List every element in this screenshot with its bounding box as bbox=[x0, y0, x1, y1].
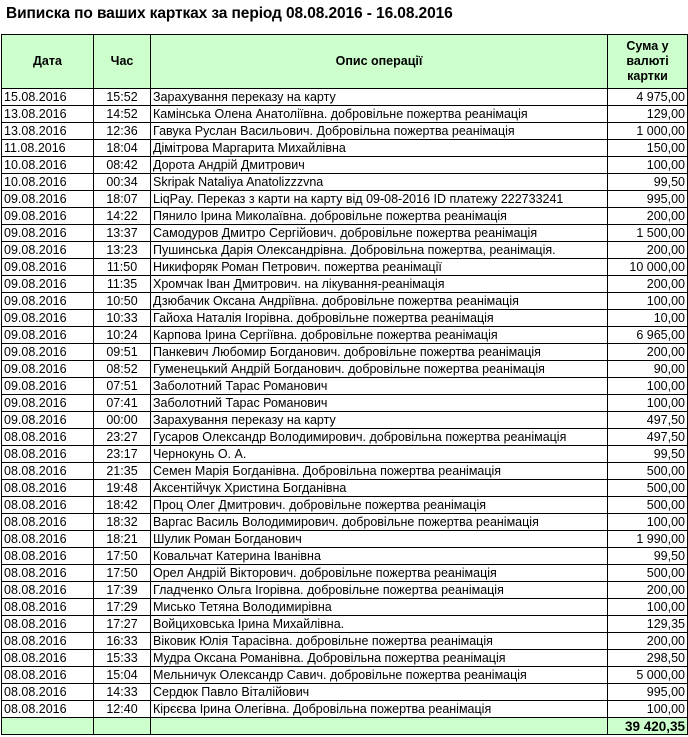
cell-amount: 1 000,00 bbox=[608, 123, 688, 140]
table-row bbox=[2, 429, 688, 446]
cell-amount: 500,00 bbox=[608, 497, 688, 514]
cell-time: 17:50 bbox=[94, 565, 151, 582]
cell-description: LiqPay. Переказ з карти на карту від 09-08-2016 ID платежу 222733241 bbox=[151, 191, 608, 208]
cell-amount: 995,00 bbox=[608, 684, 688, 701]
table-row bbox=[2, 310, 688, 327]
table-row bbox=[2, 548, 688, 565]
cell-time: 10:24 bbox=[94, 327, 151, 344]
cell-time: 17:50 bbox=[94, 548, 151, 565]
cell-time: 10:33 bbox=[94, 310, 151, 327]
cell-amount: 497,50 bbox=[608, 412, 688, 429]
cell-time: 23:17 bbox=[94, 446, 151, 463]
cell-amount: 100,00 bbox=[608, 514, 688, 531]
cell-amount: 497,50 bbox=[608, 429, 688, 446]
cell-date: 08.08.2016 bbox=[2, 684, 94, 701]
table-row bbox=[2, 225, 688, 242]
cell-time: 14:33 bbox=[94, 684, 151, 701]
cell-description: Семен Марія Богданівна. Добровільна пожертва реанімація bbox=[151, 463, 608, 480]
table-row bbox=[2, 565, 688, 582]
table-row bbox=[2, 395, 688, 412]
cell-amount: 1 990,00 bbox=[608, 531, 688, 548]
cell-description: Аксентійчук Христина Богданівна bbox=[151, 480, 608, 497]
table-row bbox=[2, 378, 688, 395]
cell-date: 08.08.2016 bbox=[2, 667, 94, 684]
cell-description: Заболотний Тарас Романович bbox=[151, 395, 608, 412]
cell-date: 09.08.2016 bbox=[2, 344, 94, 361]
cell-date: 08.08.2016 bbox=[2, 497, 94, 514]
cell-description: Мисько Тетяна Володимирівна bbox=[151, 599, 608, 616]
cell-description: Пянило Ірина Миколаївна. добровільне пожертва реанімація bbox=[151, 208, 608, 225]
table-row bbox=[2, 616, 688, 633]
cell-description: Варгас Василь Володимирович. добровільне пожертва реанімація bbox=[151, 514, 608, 531]
cell-amount: 150,00 bbox=[608, 140, 688, 157]
cell-date: 09.08.2016 bbox=[2, 378, 94, 395]
table-row bbox=[2, 174, 688, 191]
cell-time: 10:50 bbox=[94, 293, 151, 310]
cell-amount: 100,00 bbox=[608, 378, 688, 395]
cell-date: 08.08.2016 bbox=[2, 480, 94, 497]
cell-description: Дімітрова Маргарита Михайлівна bbox=[151, 140, 608, 157]
cell-description: Орел Андрій Вікторович. добровільне пожертва реанімація bbox=[151, 565, 608, 582]
cell-description: Мельничук Олександр Савич. добровільне пожертва реанімація bbox=[151, 667, 608, 684]
cell-description: Карпова Ірина Сергіївна. добровільне пожертва реанімація bbox=[151, 327, 608, 344]
cell-amount: 10,00 bbox=[608, 310, 688, 327]
cell-amount: 129,00 bbox=[608, 106, 688, 123]
cell-amount: 100,00 bbox=[608, 599, 688, 616]
table-row bbox=[2, 599, 688, 616]
cell-description: Гавука Руслан Васильович. Добровільна пожертва реанімація bbox=[151, 123, 608, 140]
cell-description: Заболотний Тарас Романович bbox=[151, 378, 608, 395]
table-row bbox=[2, 293, 688, 310]
cell-amount: 4 975,00 bbox=[608, 89, 688, 106]
cell-date: 08.08.2016 bbox=[2, 616, 94, 633]
cell-date: 13.08.2016 bbox=[2, 106, 94, 123]
cell-amount: 100,00 bbox=[608, 157, 688, 174]
cell-description: Никифоряк Роман Петрович. пожертва реанімації bbox=[151, 259, 608, 276]
cell-time: 08:52 bbox=[94, 361, 151, 378]
cell-description: Віковик Юлія Тарасівна. добровільне пожертва реанімація bbox=[151, 633, 608, 650]
cell-amount: 995,00 bbox=[608, 191, 688, 208]
total-empty-cell bbox=[94, 718, 151, 735]
table-row bbox=[2, 667, 688, 684]
cell-date: 10.08.2016 bbox=[2, 174, 94, 191]
cell-amount: 200,00 bbox=[608, 344, 688, 361]
cell-time: 21:35 bbox=[94, 463, 151, 480]
statement-title: Виписка по ваших картках за період 08.08.2016 - 16.08.2016 bbox=[6, 5, 453, 22]
cell-date: 09.08.2016 bbox=[2, 259, 94, 276]
cell-date: 09.08.2016 bbox=[2, 310, 94, 327]
cell-amount: 99,50 bbox=[608, 174, 688, 191]
table-row bbox=[2, 89, 688, 106]
cell-amount: 100,00 bbox=[608, 293, 688, 310]
cell-time: 15:52 bbox=[94, 89, 151, 106]
column-header-amount: Сума у валюті картки bbox=[608, 35, 688, 89]
cell-description: Проц Олег Дмитрович. добровільне пожертва реанімація bbox=[151, 497, 608, 514]
cell-amount: 500,00 bbox=[608, 463, 688, 480]
table-row bbox=[2, 701, 688, 718]
cell-description: Камінська Олена Анатоліївна. добровільне пожертва реанімація bbox=[151, 106, 608, 123]
table-row bbox=[2, 497, 688, 514]
cell-time: 18:32 bbox=[94, 514, 151, 531]
column-header-time: Час bbox=[94, 35, 151, 89]
cell-time: 23:27 bbox=[94, 429, 151, 446]
cell-description: Skripak Nataliya Anatolizzzvna bbox=[151, 174, 608, 191]
cell-date: 08.08.2016 bbox=[2, 463, 94, 480]
cell-amount: 200,00 bbox=[608, 633, 688, 650]
table-row bbox=[2, 276, 688, 293]
cell-description: Самодуров Дмитро Сергійович. добровільне пожертва реанімація bbox=[151, 225, 608, 242]
total-empty-cell bbox=[151, 718, 608, 735]
table-row bbox=[2, 480, 688, 497]
table-row bbox=[2, 191, 688, 208]
table-row bbox=[2, 361, 688, 378]
cell-description: Войциховська Ірина Михайлівна. bbox=[151, 616, 608, 633]
column-header-date: Дата bbox=[2, 35, 94, 89]
table-row bbox=[2, 514, 688, 531]
cell-time: 14:22 bbox=[94, 208, 151, 225]
cell-date: 09.08.2016 bbox=[2, 293, 94, 310]
table-row bbox=[2, 123, 688, 140]
cell-time: 16:33 bbox=[94, 633, 151, 650]
cell-description: Дзюбачик Оксана Андріївна. добровільне пожертва реанімація bbox=[151, 293, 608, 310]
cell-date: 08.08.2016 bbox=[2, 565, 94, 582]
cell-amount: 99,50 bbox=[608, 446, 688, 463]
table-row bbox=[2, 327, 688, 344]
total-amount: 39 420,35 bbox=[608, 718, 688, 735]
cell-time: 11:50 bbox=[94, 259, 151, 276]
cell-amount: 99,50 bbox=[608, 548, 688, 565]
table-row bbox=[2, 684, 688, 701]
cell-time: 12:36 bbox=[94, 123, 151, 140]
cell-amount: 200,00 bbox=[608, 208, 688, 225]
cell-date: 09.08.2016 bbox=[2, 191, 94, 208]
table-row bbox=[2, 140, 688, 157]
cell-description: Чернокунь О. А. bbox=[151, 446, 608, 463]
cell-description: Хромчак Іван Дмитрович. на лікування-реанімація bbox=[151, 276, 608, 293]
cell-date: 08.08.2016 bbox=[2, 701, 94, 718]
table-row bbox=[2, 344, 688, 361]
cell-time: 17:29 bbox=[94, 599, 151, 616]
header-row bbox=[2, 35, 688, 89]
cell-date: 08.08.2016 bbox=[2, 633, 94, 650]
total-row bbox=[2, 718, 688, 735]
table-row bbox=[2, 208, 688, 225]
cell-time: 07:51 bbox=[94, 378, 151, 395]
cell-date: 09.08.2016 bbox=[2, 327, 94, 344]
total-empty-cell bbox=[2, 718, 94, 735]
cell-description: Зарахування переказу на карту bbox=[151, 412, 608, 429]
cell-date: 10.08.2016 bbox=[2, 157, 94, 174]
cell-amount: 10 000,00 bbox=[608, 259, 688, 276]
cell-time: 18:42 bbox=[94, 497, 151, 514]
cell-amount: 129,35 bbox=[608, 616, 688, 633]
cell-description: Шулик Роман Богданович bbox=[151, 531, 608, 548]
cell-date: 09.08.2016 bbox=[2, 225, 94, 242]
cell-date: 08.08.2016 bbox=[2, 650, 94, 667]
table-row bbox=[2, 157, 688, 174]
cell-time: 17:27 bbox=[94, 616, 151, 633]
cell-description: Мудра Оксана Романівна. Добровільна пожертва реанімація bbox=[151, 650, 608, 667]
cell-date: 15.08.2016 bbox=[2, 89, 94, 106]
cell-description: Гайоха Наталія Ігорівна. добровільне пожертва реанімація bbox=[151, 310, 608, 327]
cell-amount: 200,00 bbox=[608, 242, 688, 259]
table-row bbox=[2, 446, 688, 463]
cell-date: 13.08.2016 bbox=[2, 123, 94, 140]
table-row bbox=[2, 582, 688, 599]
table-row bbox=[2, 412, 688, 429]
cell-time: 08:42 bbox=[94, 157, 151, 174]
cell-date: 08.08.2016 bbox=[2, 429, 94, 446]
cell-date: 11.08.2016 bbox=[2, 140, 94, 157]
cell-time: 13:37 bbox=[94, 225, 151, 242]
cell-amount: 100,00 bbox=[608, 395, 688, 412]
cell-date: 08.08.2016 bbox=[2, 446, 94, 463]
cell-description: Гладченко Ольга Ігорівна. добровільне пожертва реанімація bbox=[151, 582, 608, 599]
cell-time: 17:39 bbox=[94, 582, 151, 599]
cell-time: 12:40 bbox=[94, 701, 151, 718]
cell-date: 09.08.2016 bbox=[2, 276, 94, 293]
cell-amount: 100,00 bbox=[608, 701, 688, 718]
cell-description: Панкевич Любомир Богданович. добровільне пожертва реанімація bbox=[151, 344, 608, 361]
cell-description: Сердюк Павло Віталійович bbox=[151, 684, 608, 701]
cell-description: Дорота Андрій Дмитрович bbox=[151, 157, 608, 174]
cell-description: Ковальчат Катерина Іванівна bbox=[151, 548, 608, 565]
cell-date: 09.08.2016 bbox=[2, 395, 94, 412]
cell-amount: 6 965,00 bbox=[608, 327, 688, 344]
cell-time: 19:48 bbox=[94, 480, 151, 497]
cell-amount: 500,00 bbox=[608, 565, 688, 582]
cell-amount: 90,00 bbox=[608, 361, 688, 378]
cell-description: Кірєєва Ірина Олегівна. Добровільна пожертва реанімація bbox=[151, 701, 608, 718]
cell-time: 07:41 bbox=[94, 395, 151, 412]
cell-date: 09.08.2016 bbox=[2, 208, 94, 225]
cell-amount: 500,00 bbox=[608, 480, 688, 497]
table-row bbox=[2, 242, 688, 259]
table-row bbox=[2, 650, 688, 667]
cell-date: 08.08.2016 bbox=[2, 531, 94, 548]
cell-time: 00:34 bbox=[94, 174, 151, 191]
cell-time: 18:07 bbox=[94, 191, 151, 208]
cell-date: 08.08.2016 bbox=[2, 582, 94, 599]
cell-time: 11:35 bbox=[94, 276, 151, 293]
cell-time: 15:04 bbox=[94, 667, 151, 684]
statement-table bbox=[1, 34, 688, 735]
cell-amount: 200,00 bbox=[608, 582, 688, 599]
cell-time: 00:00 bbox=[94, 412, 151, 429]
cell-date: 08.08.2016 bbox=[2, 514, 94, 531]
table-row bbox=[2, 463, 688, 480]
cell-date: 09.08.2016 bbox=[2, 242, 94, 259]
cell-amount: 5 000,00 bbox=[608, 667, 688, 684]
cell-time: 09:51 bbox=[94, 344, 151, 361]
cell-description: Гуменецький Андрій Богданович. добровільне пожертва реанімація bbox=[151, 361, 608, 378]
cell-description: Пушинська Дарія Олександрівна. Добровільна пожертва, реанімація. bbox=[151, 242, 608, 259]
cell-description: Зарахування переказу на карту bbox=[151, 89, 608, 106]
cell-time: 18:21 bbox=[94, 531, 151, 548]
table-row bbox=[2, 531, 688, 548]
cell-amount: 1 500,00 bbox=[608, 225, 688, 242]
cell-amount: 298,50 bbox=[608, 650, 688, 667]
cell-time: 15:33 bbox=[94, 650, 151, 667]
cell-time: 14:52 bbox=[94, 106, 151, 123]
cell-date: 09.08.2016 bbox=[2, 361, 94, 378]
table-row bbox=[2, 633, 688, 650]
cell-date: 09.08.2016 bbox=[2, 412, 94, 429]
cell-time: 13:23 bbox=[94, 242, 151, 259]
cell-description: Гусаров Олександр Володимирович. добровільна пожертва реанімація bbox=[151, 429, 608, 446]
cell-amount: 200,00 bbox=[608, 276, 688, 293]
cell-time: 18:04 bbox=[94, 140, 151, 157]
table-row bbox=[2, 106, 688, 123]
column-header-description: Опис операції bbox=[151, 35, 608, 89]
cell-date: 08.08.2016 bbox=[2, 548, 94, 565]
cell-date: 08.08.2016 bbox=[2, 599, 94, 616]
table-row bbox=[2, 259, 688, 276]
